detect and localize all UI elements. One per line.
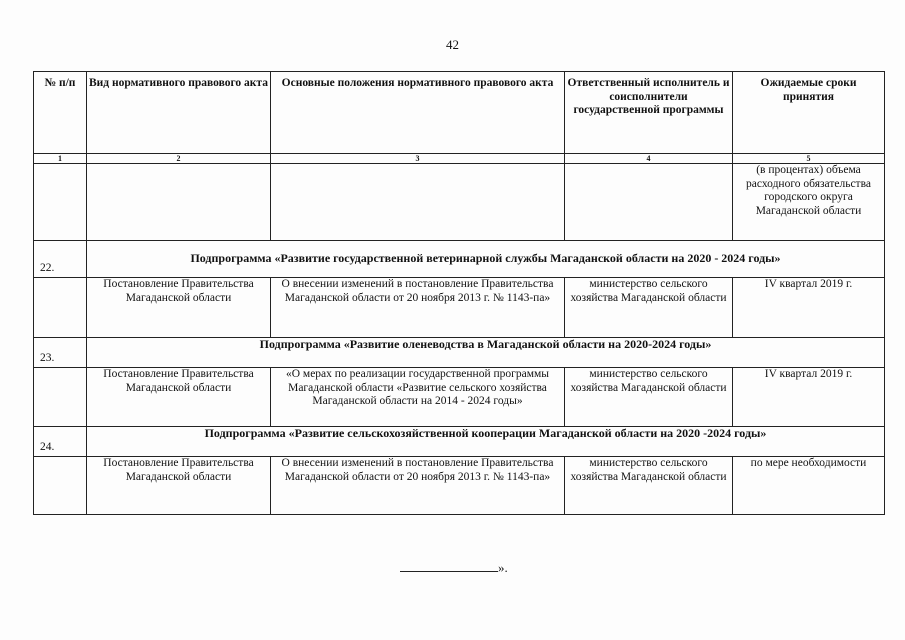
subprogram-header-row	[34, 338, 885, 368]
provisions-cell: О внесении изменений в постановление Правительства Магаданской области от 20 ноября 2013 г. № 1143-па»	[271, 278, 565, 338]
provisions-cell: «О мерах по реализации государственной программы Магаданской области «Развитие сельского хозяйства Магаданской области на 2014 - 2024 годы»	[271, 368, 565, 427]
closing-mark	[400, 560, 508, 576]
column-number: 5	[733, 154, 885, 164]
regulatory-acts-table	[33, 71, 885, 515]
signature-line	[400, 561, 498, 572]
table-header-row	[34, 72, 885, 154]
column-number: 2	[87, 154, 271, 164]
subprogram-header-row	[34, 241, 885, 278]
deadline-cell: по мере необходимости	[733, 457, 885, 515]
subprogram-number: 24.	[34, 427, 87, 457]
header-deadline: Ожидаемые сроки принятия	[733, 72, 885, 154]
executor-cell: министерство сельского хозяйства Магаданской области	[565, 368, 733, 427]
closing-quote: ».	[498, 560, 508, 575]
empty-cell	[34, 457, 87, 515]
subprogram-title: Подпрограмма «Развитие сельскохозяйственной кооперации Магаданской области на 2020 -2024 годы»	[87, 427, 885, 457]
subprogram-number: 23.	[34, 338, 87, 368]
header-provisions: Основные положения нормативного правового акта	[271, 72, 565, 154]
subprogram-number: 22.	[34, 241, 87, 278]
deadline-cell: IV квартал 2019 г.	[733, 368, 885, 427]
header-number: № п/п	[34, 72, 87, 154]
column-number: 4	[565, 154, 733, 164]
column-number-row	[34, 154, 885, 164]
empty-cell	[34, 368, 87, 427]
table-row	[34, 164, 885, 241]
act-type-cell: Постановление Правительства Магаданской области	[87, 278, 271, 338]
continuation-cell: (в процентах) объема расходного обязательства городского округа Магаданской области	[733, 164, 885, 241]
empty-cell	[565, 164, 733, 241]
deadline-cell: IV квартал 2019 г.	[733, 278, 885, 338]
empty-cell	[87, 164, 271, 241]
subprogram-title: Подпрограмма «Развитие государственной ветеринарной службы Магаданской области на 2020 - 2024 годы»	[87, 241, 885, 278]
act-type-cell: Постановление Правительства Магаданской области	[87, 368, 271, 427]
empty-cell	[34, 164, 87, 241]
table-row	[34, 278, 885, 338]
subprogram-title: Подпрограмма «Развитие оленеводства в Магаданской области на 2020-2024 годы»	[87, 338, 885, 368]
table-row	[34, 368, 885, 427]
empty-cell	[34, 278, 87, 338]
act-type-cell: Постановление Правительства Магаданской области	[87, 457, 271, 515]
page-number: 42	[446, 37, 459, 52]
column-number: 3	[271, 154, 565, 164]
provisions-cell: О внесении изменений в постановление Правительства Магаданской области от 20 ноября 2013 г. № 1143-па»	[271, 457, 565, 515]
executor-cell: министерство сельского хозяйства Магаданской области	[565, 457, 733, 515]
executor-cell: министерство сельского хозяйства Магаданской области	[565, 278, 733, 338]
subprogram-header-row	[34, 427, 885, 457]
column-number: 1	[34, 154, 87, 164]
header-executor: Ответственный исполнитель и соисполнители государственной программы	[565, 72, 733, 154]
header-act-type: Вид нормативного правового акта	[87, 72, 271, 154]
table-row	[34, 457, 885, 515]
empty-cell	[271, 164, 565, 241]
